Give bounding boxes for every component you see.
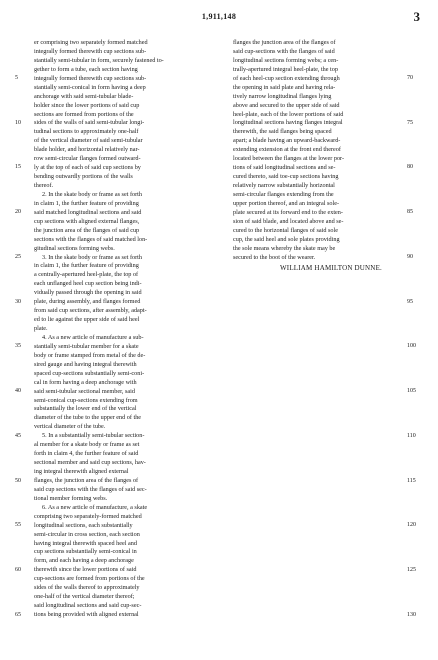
- text-line: the sole means whereby the skate may be: [233, 244, 336, 252]
- text-line: plate, during assembly, and flanges formed: [34, 298, 141, 306]
- text-line: each unflanged heel cup section being indi-: [34, 280, 142, 288]
- text-line: tively narrow longitudinal flanges lying: [233, 92, 332, 100]
- line-number: 95: [407, 298, 413, 305]
- text-line: sion of said blade, and located above and se-: [233, 217, 344, 225]
- text-line: tions of said longitudinal sections and se-: [233, 164, 336, 172]
- text-line: 4. As a new article of manufacture a sub-: [42, 333, 144, 341]
- text-line: apart; a blade having an upward-backward-: [233, 137, 341, 145]
- line-number: 50: [15, 477, 21, 484]
- line-number: 80: [407, 164, 413, 171]
- patent-number: 1,911,148: [201, 12, 237, 21]
- text-line: cup sections with aligned external flanges,: [34, 217, 140, 225]
- text-line: ly at the top of each of said cup sections by: [34, 164, 141, 172]
- text-line: tions being provided with aligned external: [34, 611, 139, 618]
- text-line: longitudinal sections, each substantially: [34, 521, 133, 529]
- text-line: 5. In a substantially semi-tubular section-: [42, 432, 145, 440]
- text-line: ed to lie against the upper side of said heel: [34, 316, 140, 324]
- text-line: cup, the said heel and sole plates providing: [233, 235, 340, 243]
- text-line: therewith, the said flanges being spaced: [233, 128, 332, 136]
- right-column: [233, 39, 429, 273]
- text-line: said cup-sections with the flanges of said: [233, 47, 335, 55]
- text-line: from said cup sections, after assembly, adapt-: [34, 307, 147, 315]
- text-line: the opening in said plate and having rela-: [233, 83, 336, 91]
- line-number: 130: [407, 611, 416, 618]
- text-line: sections are formed from portions of the: [34, 110, 134, 118]
- text-line: one-half of the vertical diameter thereof;: [34, 593, 135, 601]
- page-header: [0, 9, 438, 26]
- line-number: 10: [15, 119, 21, 126]
- text-line: said semi-tubular sectional member, said: [34, 387, 135, 395]
- text-line: extending extension at the front end thereof: [233, 146, 341, 154]
- text-line: blade holder, and horizontal relatively nar-: [34, 146, 140, 154]
- left-column: [34, 39, 227, 620]
- text-line: secured to the boot of the wearer.: [233, 253, 316, 261]
- text-line: thereof.: [34, 182, 54, 189]
- text-line: integrally formed therewith cup sections sub-: [34, 74, 147, 82]
- text-line: gitudinal sections forming webs.: [34, 244, 115, 252]
- text-line: vidually passed through the opening in said: [34, 289, 142, 297]
- text-line: plate.: [34, 325, 48, 332]
- line-number: 120: [407, 522, 416, 529]
- text-line: integrally formed therewith cup sections sub-: [34, 47, 147, 55]
- text-line: stantially semi-tubular in form, securely fastened to-: [34, 56, 164, 64]
- text-line: longitudinal sections forming webs; a cen-: [233, 56, 339, 64]
- line-number: 25: [15, 253, 21, 260]
- line-number: 30: [15, 298, 21, 305]
- text-line: vertical diameter of the tube.: [34, 423, 106, 431]
- line-number: 15: [15, 164, 21, 171]
- line-number: 90: [407, 253, 413, 260]
- text-line: row semi-circular flanges formed outward-: [34, 155, 141, 163]
- text-line: having integral therewith spaced heel and: [34, 539, 137, 547]
- text-line: of each heel-cup section extending through: [233, 74, 340, 82]
- text-line: form, and each having a deep anchorage: [34, 557, 134, 565]
- text-line: semi-circular flanges extending from the: [233, 190, 334, 198]
- text-line: 3. In the skate body or frame as set forth: [42, 253, 143, 261]
- text-line: body or frame stamped from metal of the de-: [34, 351, 146, 359]
- text-line: trally-apertured integral heel-plate, the top: [233, 65, 338, 73]
- text-line: said cup sections with the flanges of said sec-: [34, 485, 147, 493]
- text-line: ing integral therewith aligned external: [34, 468, 129, 475]
- line-number: 125: [407, 567, 416, 574]
- text-line: of the vertical diameter of said semi-tubular: [34, 137, 143, 145]
- text-line: a centrally-apertured heel-plate, the top of: [34, 271, 139, 279]
- text-line: semi-conical cup-sections extending from: [34, 396, 138, 404]
- text-line: cal in form having a deep anchorage with: [34, 378, 137, 386]
- line-number: 5: [15, 74, 18, 81]
- text-line: the junction area of the flanges of said cup: [34, 226, 140, 234]
- text-line: located between the flanges at the lower por-: [233, 155, 345, 163]
- text-line: al member for a skate body or frame as set: [34, 441, 140, 449]
- text-line: gether to form a tube, each section having: [34, 65, 138, 73]
- text-line: forth in claim 4, the further feature of said: [34, 450, 139, 458]
- text-line: therewith since the lower portions of said: [34, 566, 137, 574]
- line-number: 115: [407, 477, 416, 484]
- text-line: diameter of the tube to the upper end of the: [34, 414, 142, 422]
- text-line: comprising two separately-formed matched: [34, 512, 142, 520]
- line-number: 55: [15, 522, 21, 529]
- text-line: sides of the walls thereof to approximately: [34, 584, 140, 592]
- text-line: er comprising two separately formed matched: [34, 39, 148, 46]
- text-line: semi-circular in cross section, each section: [34, 530, 140, 538]
- text-line: sired gauge and having integral therewith: [34, 360, 137, 368]
- line-number: 85: [407, 209, 413, 216]
- text-line: above and secured to the upper side of said: [233, 101, 340, 109]
- text-line: flanges, the junction area of the flanges of: [34, 476, 139, 484]
- line-number: 105: [407, 388, 416, 395]
- text-line: anchorage with said semi-tubular blade-: [34, 92, 134, 100]
- line-number: 65: [15, 611, 21, 618]
- text-line: sections with the flanges of said matched lon-: [34, 235, 148, 243]
- line-number: 100: [407, 343, 416, 350]
- text-line: cup sections substantially semi-conical in: [34, 548, 137, 556]
- text-line: heel-plate, each of the lower portions of said: [233, 110, 344, 118]
- text-line: in claim 1, the further feature of providing: [34, 199, 139, 207]
- line-number: 45: [15, 432, 21, 439]
- text-line: spaced cup-sections substantially semi-coni-: [34, 369, 145, 377]
- line-number: 20: [15, 209, 21, 216]
- inventor-signature: WILLIAM HAMILTON DUNNE.: [279, 264, 382, 273]
- text-line: sectional member and said cup sections, hav-: [34, 459, 146, 467]
- text-line: said matched longitudinal sections and said: [34, 208, 142, 216]
- text-line: stantially semi-tubular member for a skate: [34, 342, 139, 350]
- text-line: sides of the walls of said semi-tubular longi-: [34, 119, 145, 127]
- text-line: bending outwardly portions of the walls: [34, 173, 133, 181]
- text-line: cup-sections are formed from portions of the: [34, 575, 145, 583]
- text-line: longitudinal sections having flanges integral: [233, 119, 343, 127]
- text-line: upper portion thereof, and an integral sole-: [233, 199, 340, 207]
- text-line: cured to the horizontal flanges of said sole: [233, 226, 338, 234]
- text-line: relatively narrow substantially horizontal: [233, 182, 335, 189]
- text-line: stantially semi-conical in form having a deep: [34, 83, 146, 91]
- text-line: plate secured at its forward end to the exten-: [233, 208, 343, 216]
- text-line: holder since the lower portions of said cup: [34, 101, 140, 109]
- text-line: flanges the junction area of the flanges of: [233, 39, 336, 46]
- line-number: 40: [15, 388, 21, 395]
- line-number: 110: [407, 432, 416, 439]
- line-number: 60: [15, 567, 21, 574]
- text-line: said longitudinal sections and said cup-sec-: [34, 602, 142, 610]
- text-line: 6. As a new article of manufacture, a skate: [42, 503, 148, 511]
- line-number: 70: [407, 74, 413, 81]
- text-line: tional member forming webs.: [34, 494, 108, 502]
- text-line: cured thereto, said toe-cup sections having: [233, 173, 339, 181]
- line-number: 35: [15, 343, 21, 350]
- text-line: in claim 1, the further feature of providing: [34, 262, 139, 270]
- page-number: 3: [413, 9, 420, 24]
- line-number: 75: [407, 119, 413, 126]
- text-line: tudinal sections to approximately one-half: [34, 128, 139, 136]
- text-line: substantially the lower end of the vertical: [34, 405, 137, 413]
- text-line: 2. In the skate body or frame as set forth: [42, 190, 143, 198]
